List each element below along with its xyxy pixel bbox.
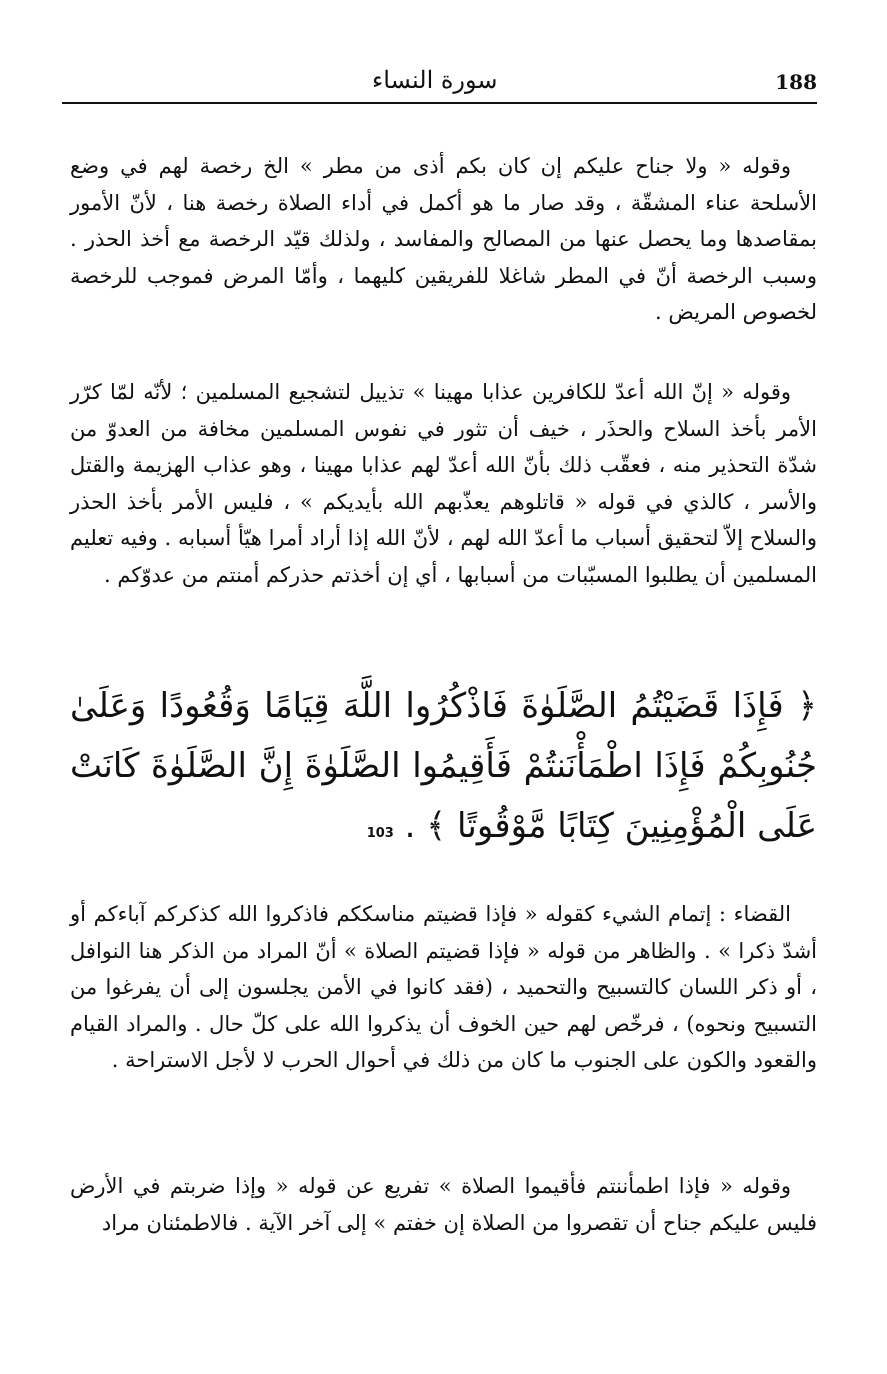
paragraph-text: وقوله « فإذا اطمأننتم فأقيموا الصلاة » تفريع عن قوله « وإذا ضربتم في الأرض فليس عليكم جناح أن تقصروا من الصلاة إن خفتم » إلى آخر الآية . فالاطمئنان مراد: [70, 1174, 817, 1235]
paragraph-text: وقوله « ولا جناح عليكم إن كان بكم أذى من مطر » الخ رخصة لهم في وضع الأسلحة عناء المشقّة ، وقد صار ما هو أكمل في أداء الصلاة رخصة هنا ، لأنّ الأمور بمقاصدها وما يحصل عنها من المصالح والمفاسد ، ولذلك قيّد الرخصة مع أخذ الحذر . وسبب الرخصة أنّ في المطر شاغلا للفريقين كليهما ، وأمّا المرض فموجب للرخصة لخصوص المريض .: [70, 154, 817, 324]
paragraph-tranquility: [70, 1168, 817, 1241]
paragraph-text: وقوله « إنّ الله أعدّ للكافرين عذابا مهينا » تذييل لتشجيع المسلمين ؛ لأنّه لمّا كرّر الأمر بأخذ السلاح والحذَر ، خيف أن تثور في نفوس المسلمين مخافة من العدوّ من شدّة التحذير منه ، فعقّب ذلك بأنّ الله أعدّ لهم عذابا مهينا ، وهو عذاب الهزيمة والقتل والأسر ، كالذي في قوله « قاتلوهم يعذّبهم الله بأيديكم » ، فليس الأمر بأخذ الحذر والسلاح إلاّ لتحقيق أسباب ما أعدّ الله لهم ، لأنّ الله إذا أراد أمرا هيّأ أسبابه . وفيه تعليم المسلمين أن يطلبوا المسبّبات من أسبابها ، أي إن أخذتم حذركم أمنتم من عدوّكم .: [70, 380, 817, 587]
surah-title: سورة النساء: [372, 66, 498, 94]
quran-verse: [70, 676, 817, 864]
page-number: 188: [775, 70, 817, 94]
running-header: [62, 58, 817, 104]
paragraph-punishment: [70, 374, 817, 593]
paragraph-rain-exemption: [70, 148, 817, 331]
paragraph-text: القضاء : إتمام الشيء كقوله « فإذا قضيتم مناسككم فاذكروا الله كذكركم آباءكم أو أشدّ ذكرا » . والظاهر من قوله « فإذا قضيتم الصلاة » أنّ المراد من الذكر هنا النوافل ، أو ذكر اللسان كالتسبيح والتحميد ، (فقد كانوا في الأمن يجلسون إلى أن يفرغوا من التسبيح ونحوه) ، فرخّص لهم حين الخوف أن يذكروا الله على كلّ حال . والمراد القيام والقعود والكون على الجنوب ما كان من ذلك في أحوال الحرب لا لأجل الاستراحة .: [70, 902, 817, 1072]
verse-number: 103: [366, 826, 394, 841]
verse-text: ﴿ فَإِذَا قَضَيْتُمُ الصَّلَوٰةَ فَاذْكُرُوا اللَّهَ قِيَامًا وَقُعُودًا وَعَلَىٰ جُنُوبِكُمْ فَإِذَا اطْمَأْنَنتُمْ فَأَقِيمُوا الصَّلَوٰةَ إِنَّ الصَّلَوٰةَ كَانَتْ عَلَى الْمُؤْمِنِينَ كِتَابًا مَّوْقُوتًا ﴾ .: [70, 686, 817, 846]
paragraph-qada: [70, 896, 817, 1079]
